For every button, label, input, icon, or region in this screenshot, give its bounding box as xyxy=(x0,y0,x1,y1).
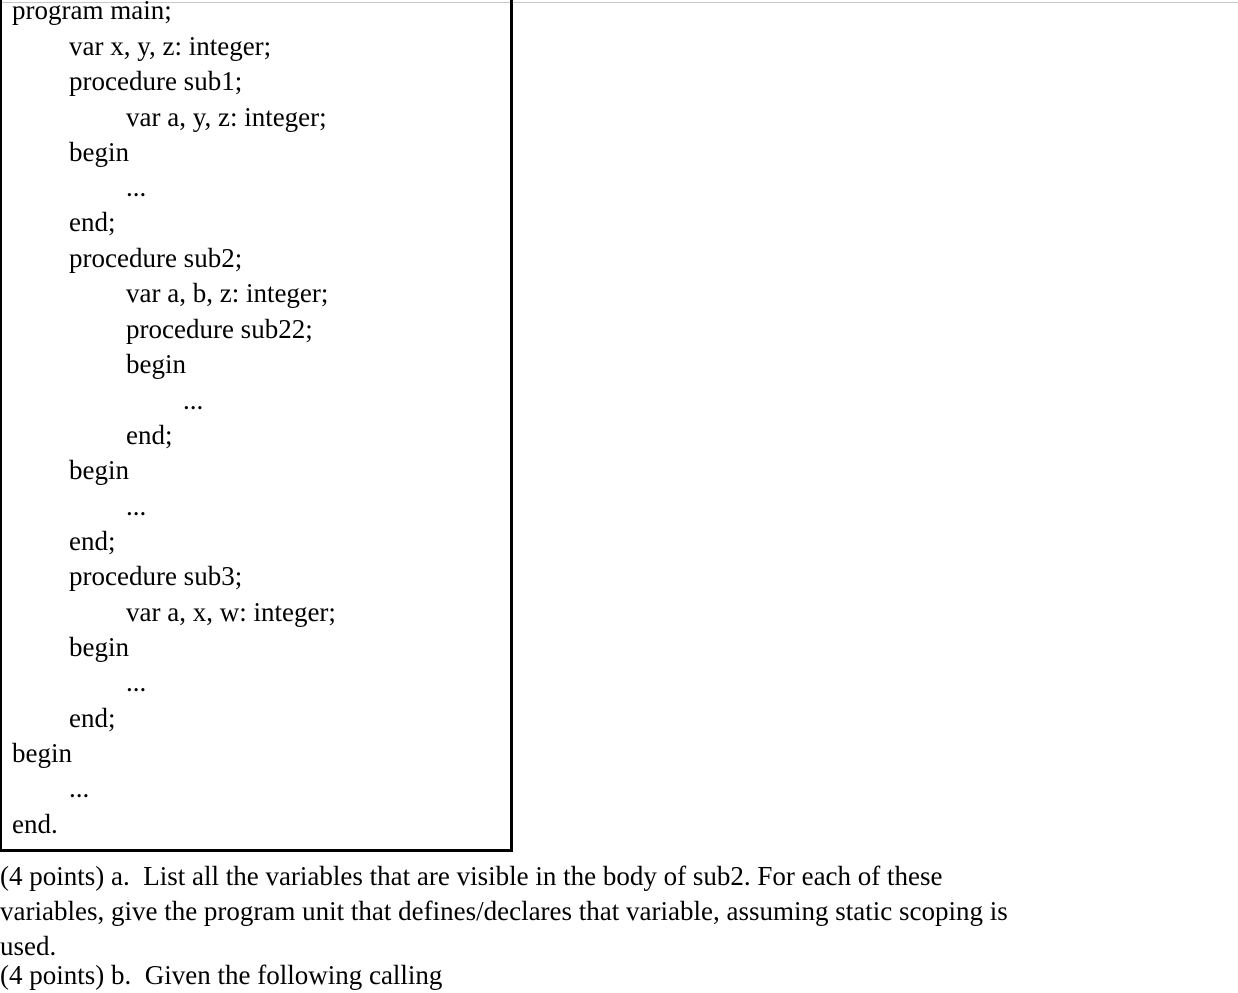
question-a-line-2: variables, give the program unit that defines/declares that variable, assuming static scoping is xyxy=(0,896,1008,926)
code-line-sub3-begin: begin xyxy=(69,632,129,662)
question-b-partial-line: (4 points) b. Given the following calling xyxy=(0,960,443,990)
code-line-main-vars: var x, y, z: integer; xyxy=(69,31,272,61)
code-line-sub22-header: procedure sub22; xyxy=(126,314,313,344)
code-line-sub2-vars: var a, b, z: integer; xyxy=(126,278,329,308)
code-listing-box xyxy=(0,0,513,852)
code-line-sub22-end: end; xyxy=(126,420,173,450)
question-a xyxy=(0,859,1236,964)
code-line-sub22-begin: begin xyxy=(126,349,186,379)
code-line-sub1-ellipsis: ... xyxy=(126,172,147,202)
code-line-sub3-end: end; xyxy=(69,703,116,733)
code-line-sub1-begin: begin xyxy=(69,137,129,167)
code-line-sub2-header: procedure sub2; xyxy=(69,243,243,273)
code-line-program: program main; xyxy=(12,0,172,25)
code-line-sub1-end: end; xyxy=(69,207,116,237)
question-a-line-3: used. xyxy=(0,931,57,961)
code-line-sub2-end: end; xyxy=(69,526,116,556)
code-line-main-begin: begin xyxy=(12,738,72,768)
code-line-sub3-ellipsis: ... xyxy=(126,667,147,697)
code-line-sub3-header: procedure sub3; xyxy=(69,561,243,591)
code-line-sub1-vars: var a, y, z: integer; xyxy=(126,102,327,132)
code-line-main-ellipsis: ... xyxy=(69,773,90,803)
code-line-sub22-ellipsis: ... xyxy=(183,385,204,415)
code-line-main-end: end. xyxy=(12,809,58,839)
question-a-line-1: (4 points) a. List all the variables that are visible in the body of sub2. For each of these xyxy=(0,861,943,891)
code-line-sub2-ellipsis: ... xyxy=(126,491,147,521)
code-line-sub1-header: procedure sub1; xyxy=(69,66,243,96)
code-line-sub3-vars: var a, x, w: integer; xyxy=(126,597,336,627)
code-line-sub2-begin: begin xyxy=(69,455,129,485)
